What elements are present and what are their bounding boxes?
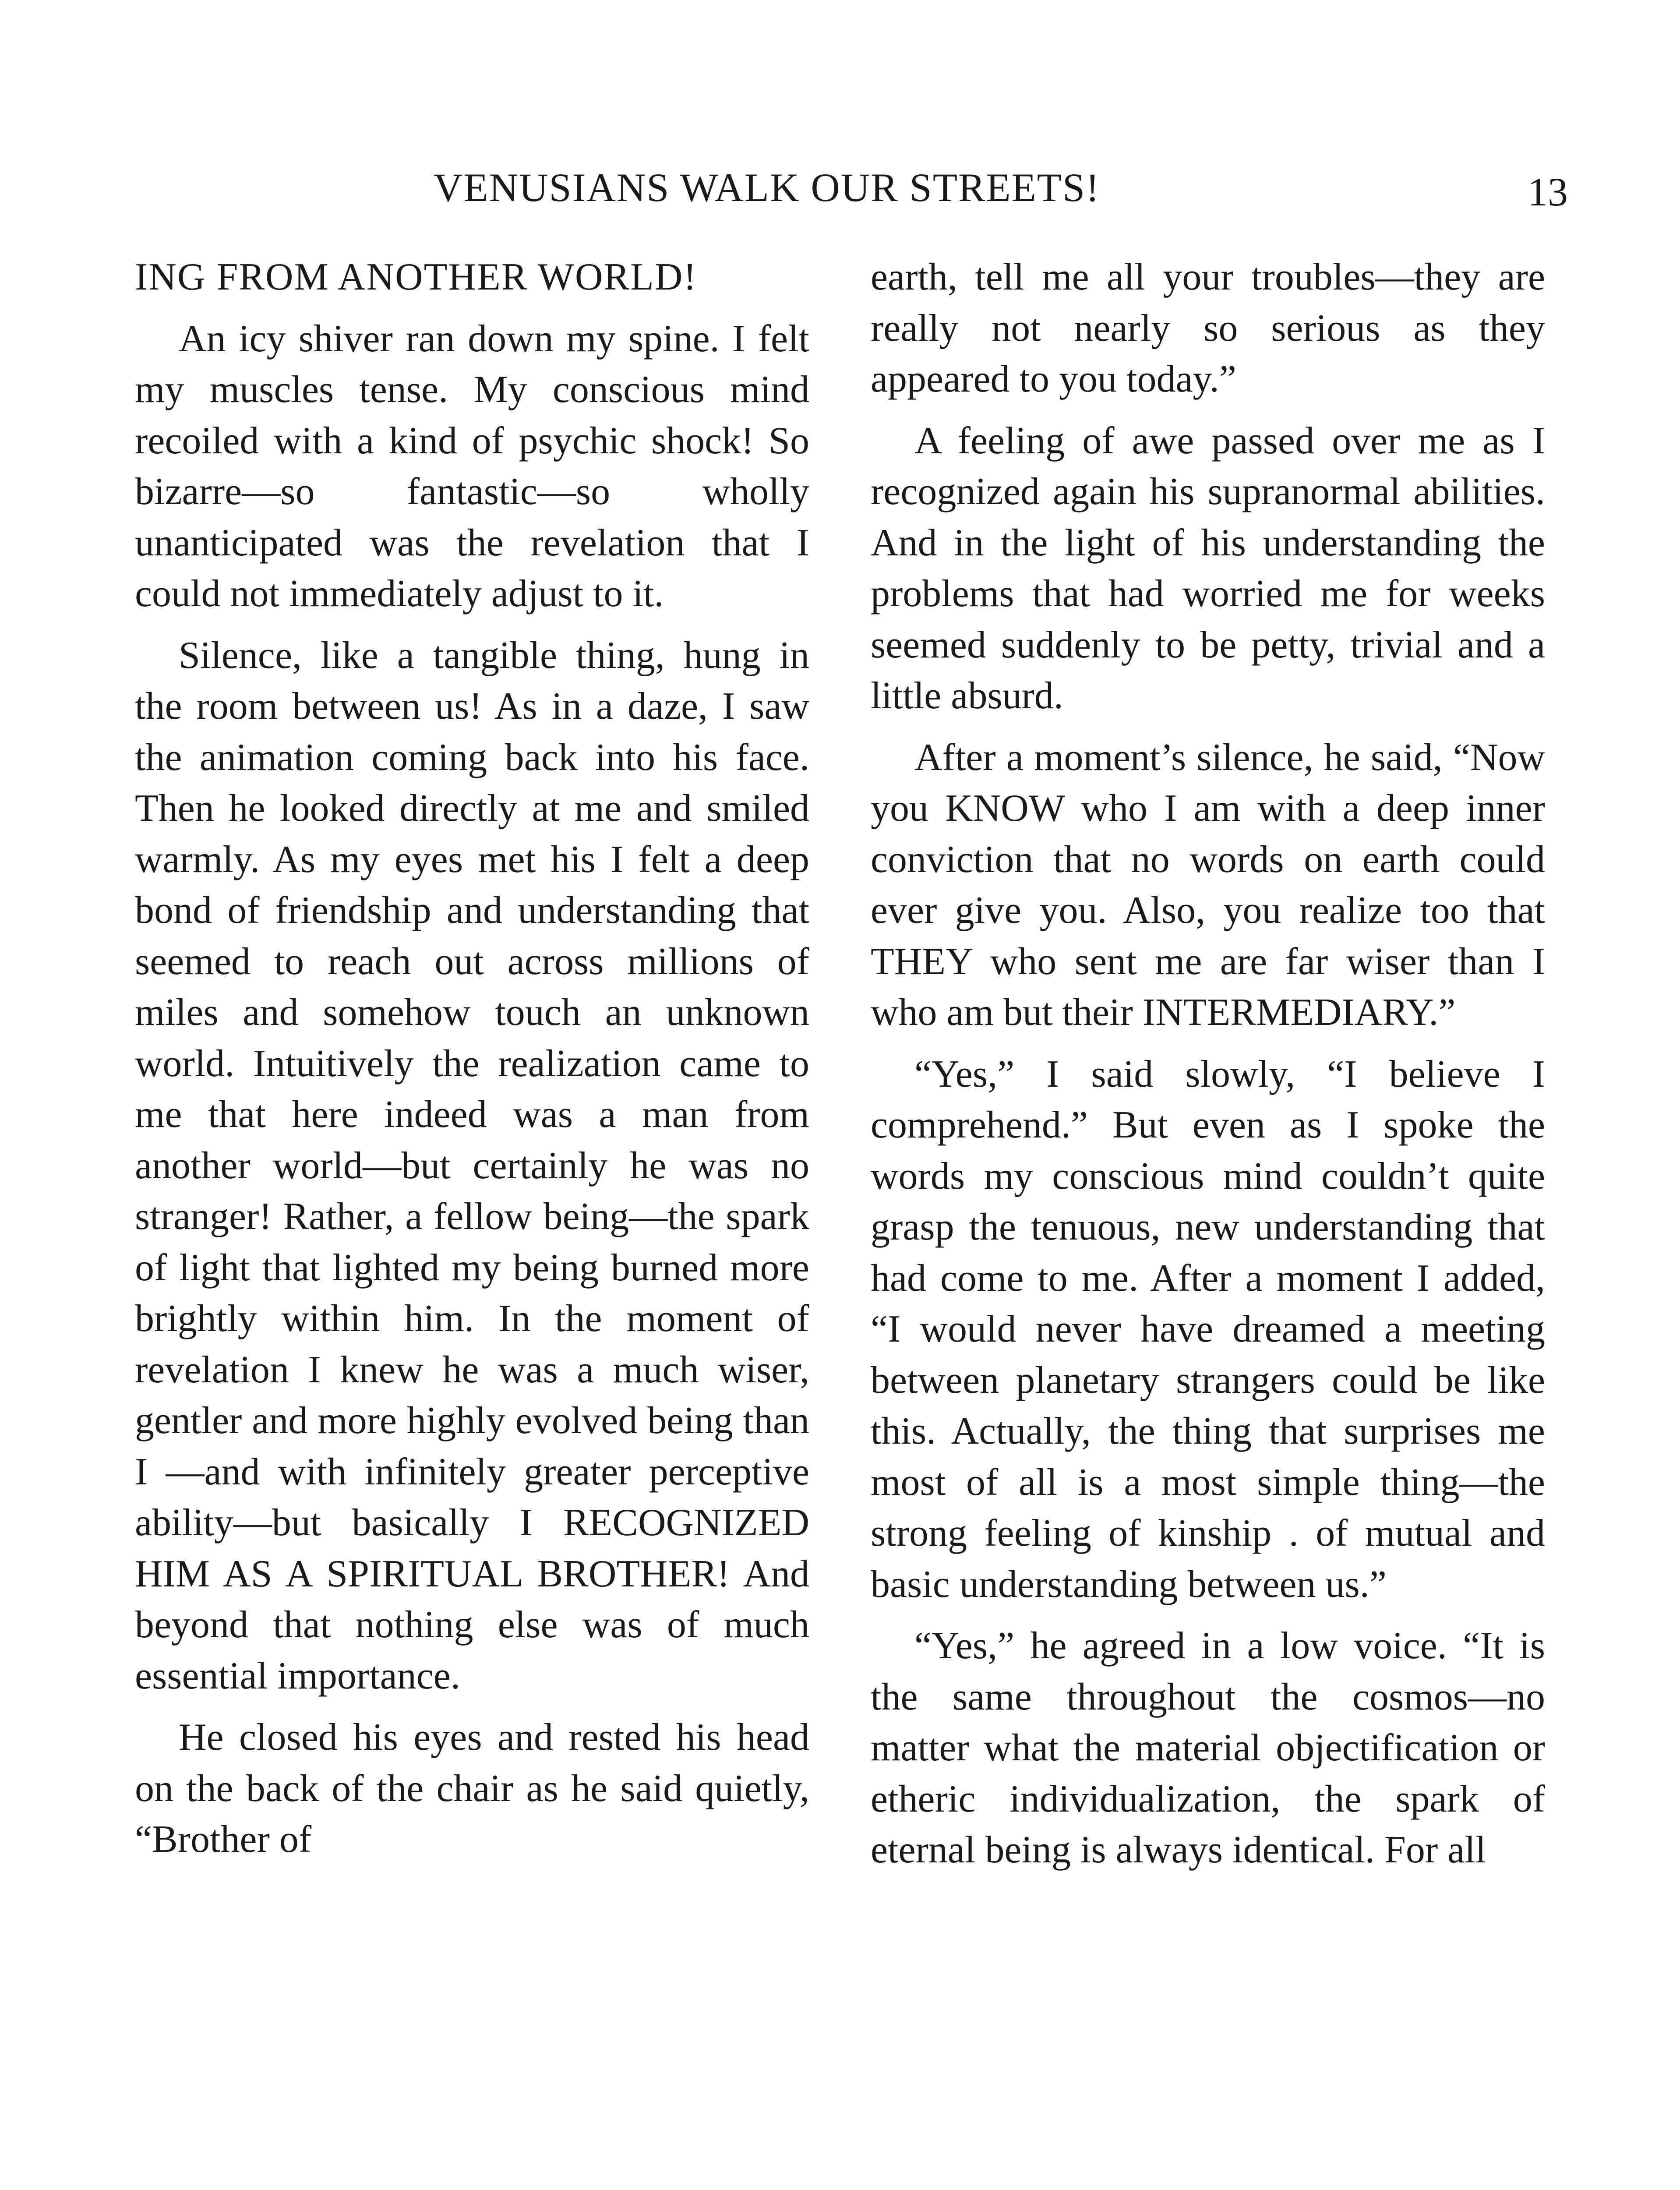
left-column [135,252,809,1876]
paragraph: An icy shiver ran down my spine. I felt my muscles tense. My conscious mind recoiled with a kind of psychic shock! So bizarre—so fantastic—so wholly unanticipated was the revelation that I could not immediately adjust to it. [135,317,809,615]
chapter-heading-continuation: ING FROM ANOTHER WORLD! [135,256,697,298]
paragraph-continuation: earth, tell me all your troubles—they are really not nearly so serious as they appeared to you today.” [871,256,1545,400]
right-column [871,252,1545,1886]
page-number: 13 [1528,170,1568,214]
paragraph: After a moment’s silence, he said, “Now you KNOW who I am with a deep inner conviction that no words on earth could ever give you. Also, you realize too that THEY who sent me are far wiser than I who am but their INTERMEDIARY.” [871,736,1545,1034]
paragraph: Silence, like a tangible thing, hung in the room between us! As in a daze, I saw the animation coming back into his face. Then he looked directly at me and smiled warmly. As my eyes met his I felt a deep bond of friendship and understanding that seemed to reach out across millions of miles and somehow touch an unknown world. Intuitively the realization came to me that here indeed was a man from another world—but certainly he was no stranger! Rather, a fellow being—the spark of light that lighted my being burned more brightly within him. In the moment of revelation I knew he was a much wiser, gentler and more highly evolved being than I —and with infinitely greater perceptive ability—but basically I RECOGNIZED HIM AS A SPIRITUAL BROTHER! And beyond that nothing else was of much essential importance. [135,634,809,1697]
running-head [131,164,1568,226]
running-title: VENUSIANS WALK OUR STREETS! [434,165,1100,210]
paragraph: A feeling of awe passed over me as I recognized again his supranormal abilities. And in the light of his understanding the problems that had worried me for weeks seemed suddenly to be petty, trivial and a little absurd. [871,419,1545,717]
paragraph: “Yes,” he agreed in a low voice. “It is the same throughout the cosmos—no matter what the material objectification or etheric individualization, the spark of eternal being is always identical. For all [871,1625,1545,1871]
paragraph: “Yes,” I said slowly, “I believe I comprehend.” But even as I spoke the words my conscious mind couldn’t quite grasp the tenuous, new understanding that had come to me. After a moment I added, “I would never have dreamed a meeting between planetary strangers could be like this. Actually, the thing that surprises me most of all is a most simple thing—the strong feeling of kinship . of mutual and basic understanding between us.” [871,1053,1545,1606]
paragraph: He closed his eyes and rested his head on the back of the chair as he said quietly, “Brother of [135,1716,809,1861]
